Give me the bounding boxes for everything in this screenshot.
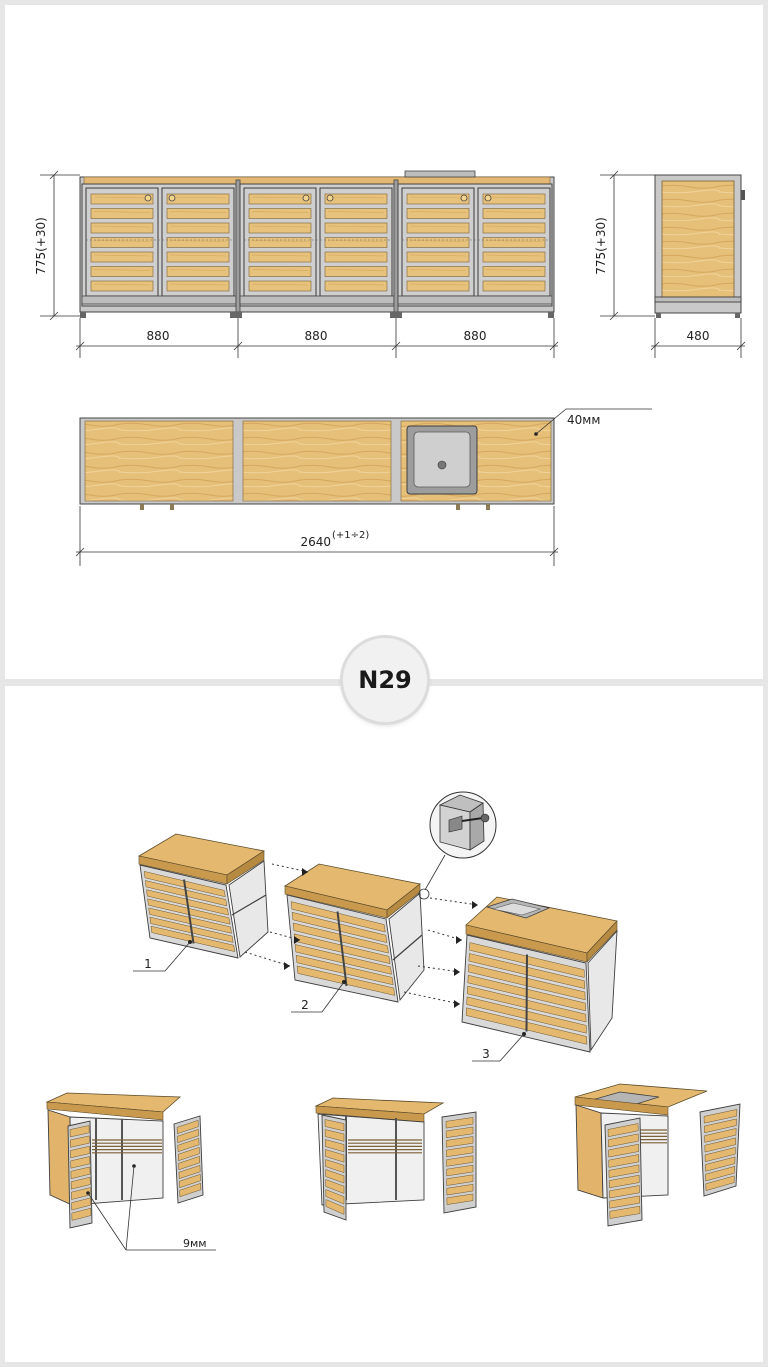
module-width-label-3: 880 — [463, 329, 487, 343]
module-width-label-2: 880 — [304, 329, 328, 343]
callout-1-label: 1 — [144, 957, 152, 971]
front-height-label: 775(+30) — [34, 217, 48, 275]
model-badge — [343, 638, 427, 722]
callout-3-label: 3 — [482, 1047, 490, 1061]
callout-2-label: 2 — [301, 998, 309, 1012]
thickness-label: 40мм — [567, 413, 601, 427]
total-length-tolerance: (+1÷2) — [332, 530, 370, 541]
depth-label: 480 — [686, 329, 710, 343]
callout-3 — [472, 1032, 526, 1061]
gap-label: 9мм — [183, 1237, 207, 1250]
model-badge-label: N29 — [358, 666, 412, 694]
side-view — [594, 171, 745, 358]
assembly-view — [133, 792, 617, 1061]
front-view — [34, 171, 558, 358]
side-height-label: 775(+30) — [594, 217, 608, 275]
sink-icon — [407, 426, 477, 494]
open-cabinet-views — [47, 1084, 740, 1250]
top-view — [76, 409, 652, 566]
module-width-label-1: 880 — [146, 329, 170, 343]
total-length-label: 2640 — [300, 535, 331, 549]
open-cabinet-a — [47, 1093, 216, 1250]
cabinet-1-illustration — [139, 834, 268, 958]
open-cabinet-c — [575, 1084, 740, 1226]
cabinet-2-illustration — [285, 864, 424, 1002]
detail-magnifier — [419, 792, 496, 899]
open-cabinet-b — [316, 1098, 476, 1220]
cabinet-3-illustration — [462, 897, 617, 1052]
